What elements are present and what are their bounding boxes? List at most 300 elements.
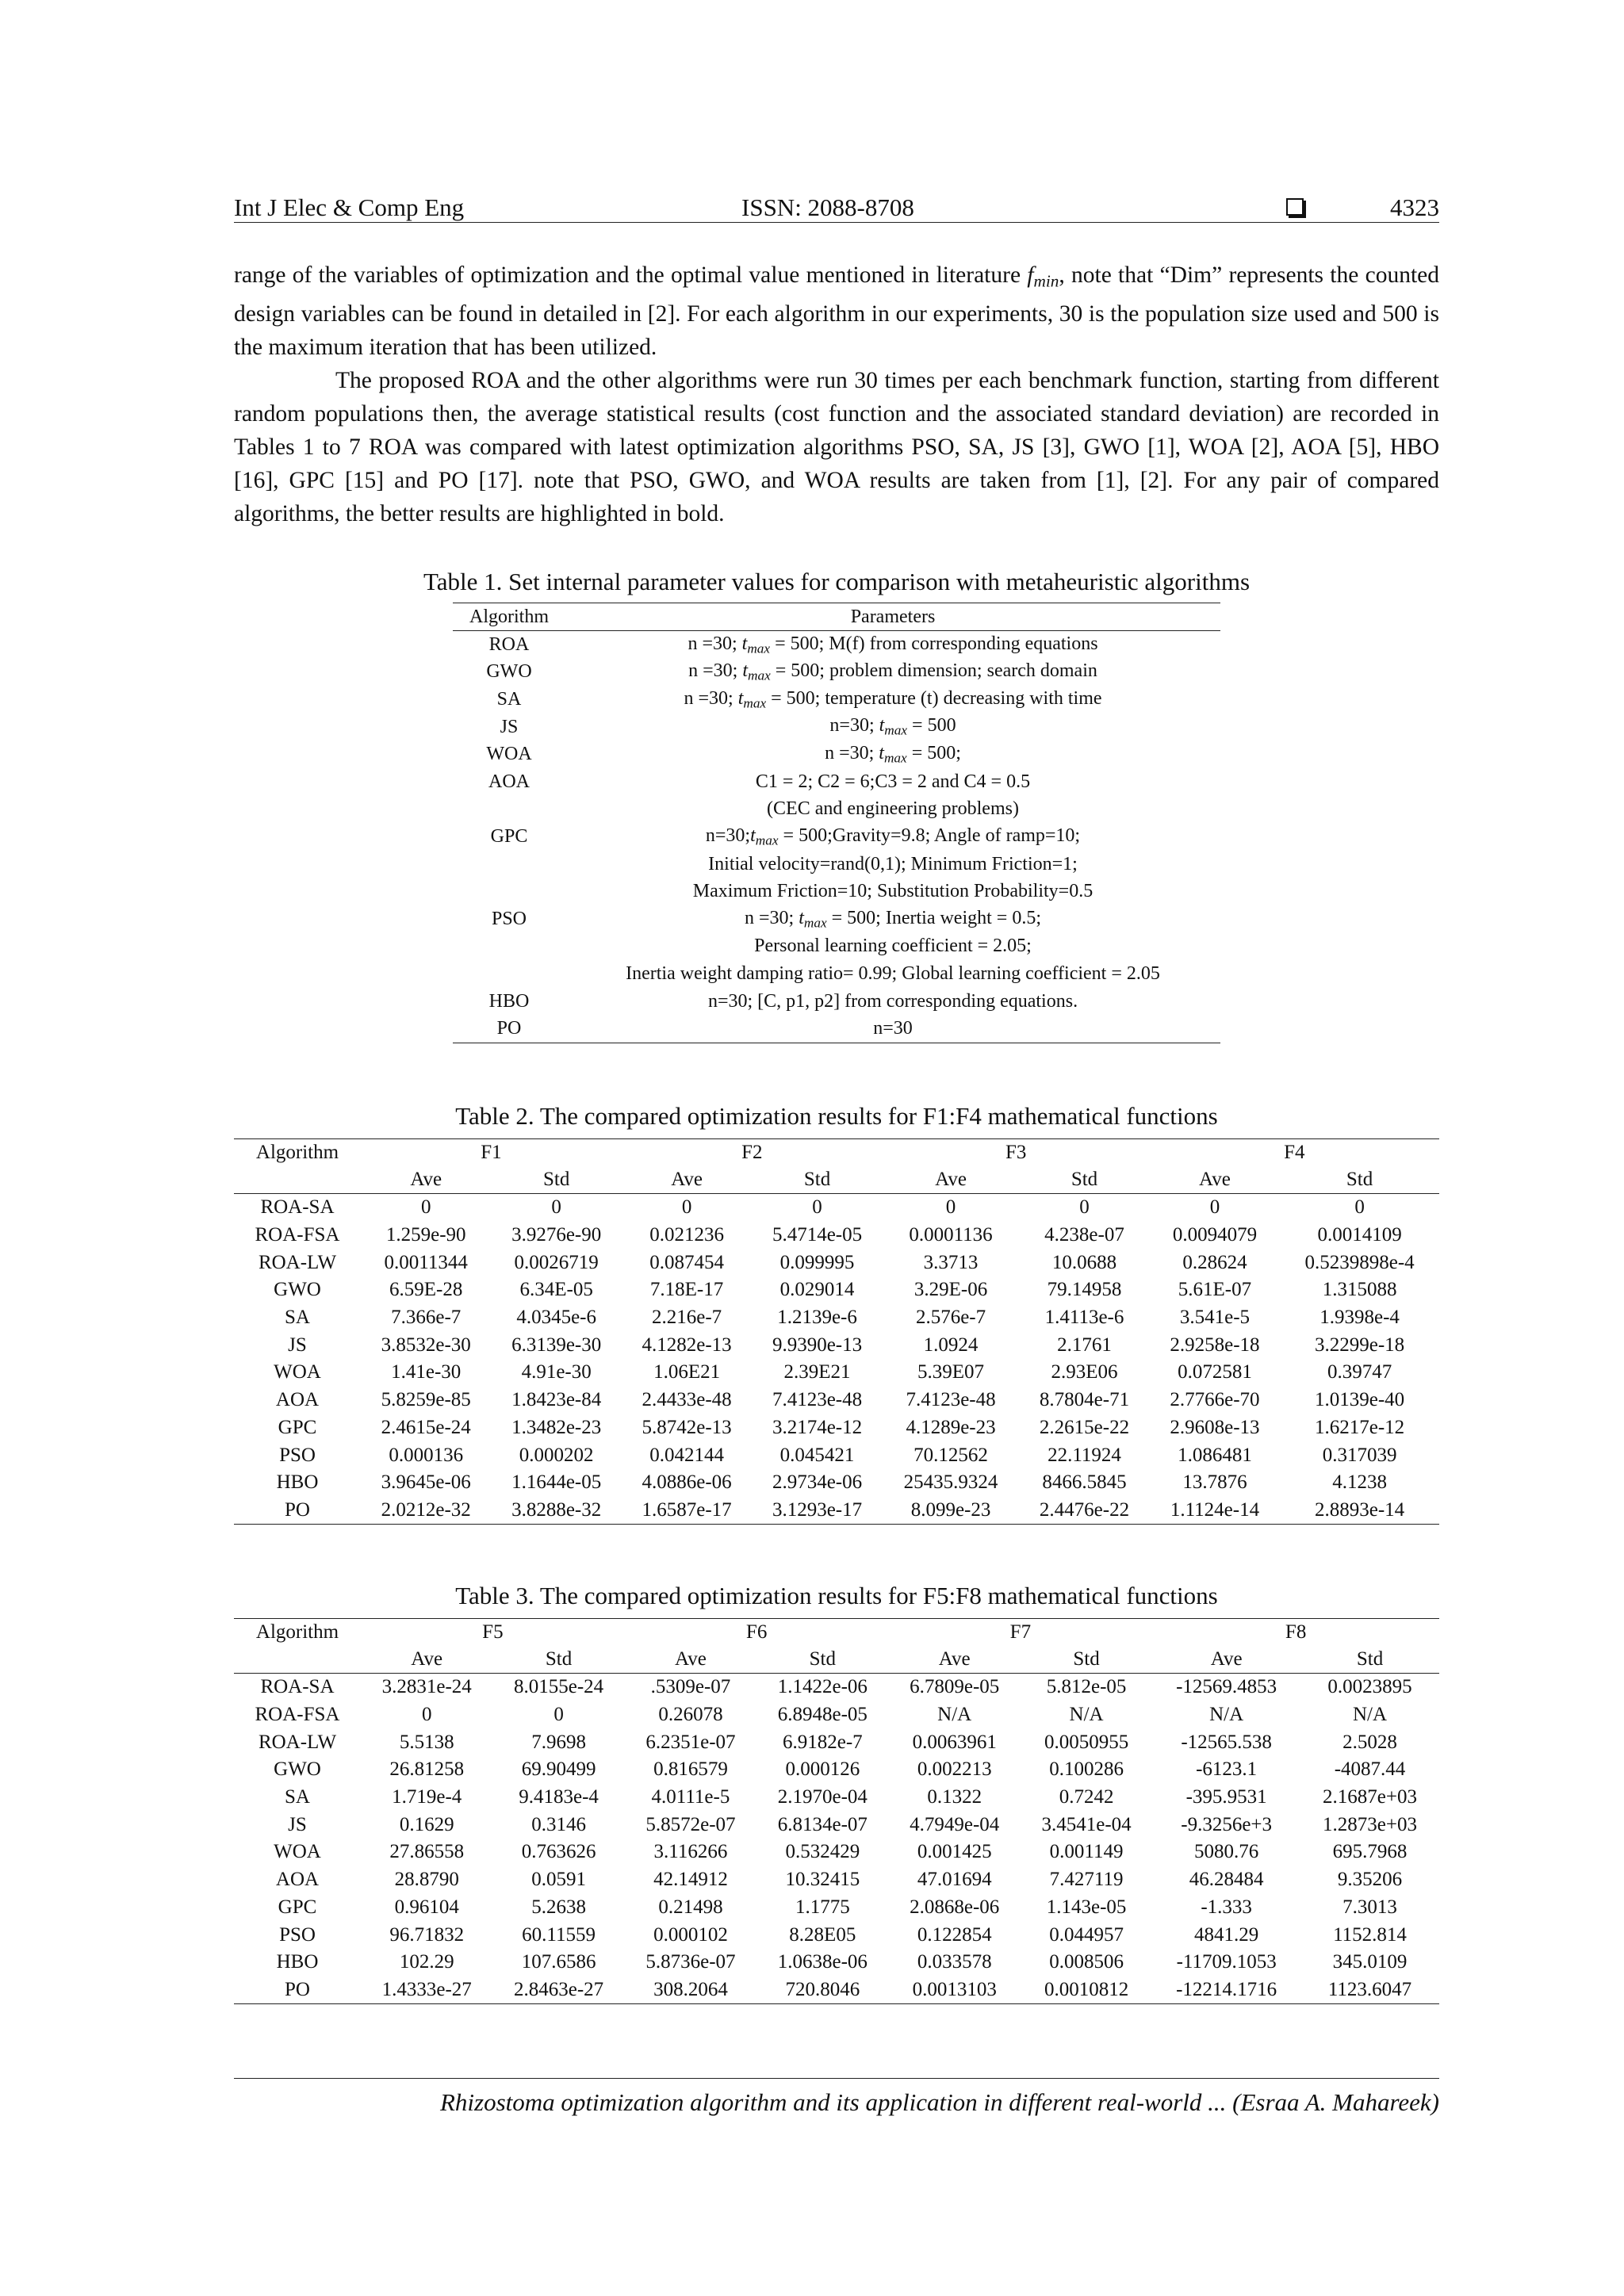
value-cell: 2.7766e-70 bbox=[1170, 1389, 1260, 1411]
algorithm-cell: SA bbox=[285, 1786, 310, 1808]
table-row bbox=[453, 905, 1220, 933]
value-cell: 8.7804e-71 bbox=[1039, 1389, 1130, 1411]
page-number: 4323 bbox=[1390, 193, 1439, 221]
value-cell: 0 bbox=[553, 1704, 564, 1726]
value-cell: 5.39E07 bbox=[917, 1361, 985, 1383]
value-cell: 0 bbox=[551, 1196, 561, 1219]
table-row bbox=[453, 740, 1220, 768]
stat-header: Ave bbox=[622, 1166, 752, 1194]
value-cell: 0 bbox=[1209, 1196, 1220, 1219]
parameter-cell: n =30; $t_{max} = 500$; problem dimension; search domain bbox=[688, 660, 1097, 683]
stat-header: Ave bbox=[625, 1646, 756, 1674]
empty-header bbox=[234, 1166, 361, 1194]
stat-header: Ave bbox=[361, 1646, 492, 1674]
parameter-cell: n =30; $t_{max} = 500$; M(f) from corresponding equations bbox=[688, 633, 1098, 656]
table-row bbox=[453, 960, 1220, 988]
value-cell: N/A bbox=[937, 1704, 972, 1726]
table-row bbox=[234, 1194, 1439, 1222]
value-cell: 0.001425 bbox=[917, 1841, 992, 1863]
algorithm-cell: PSO bbox=[491, 908, 527, 929]
table-row bbox=[453, 933, 1220, 961]
t3-function-header-row bbox=[234, 1619, 1439, 1647]
table1 bbox=[453, 603, 1220, 1043]
value-cell: 0.26078 bbox=[658, 1704, 723, 1726]
value-cell: 3.116266 bbox=[653, 1841, 728, 1863]
value-cell: 42.14912 bbox=[653, 1869, 728, 1891]
value-cell: 1.6217e-12 bbox=[1315, 1416, 1405, 1438]
value-cell: 3.3713 bbox=[923, 1251, 979, 1273]
value-cell: 27.86558 bbox=[389, 1841, 465, 1863]
function-header: F5 bbox=[361, 1619, 625, 1647]
value-cell: 4.1282e-13 bbox=[642, 1334, 732, 1356]
table-row bbox=[234, 1359, 1439, 1387]
t2-stat-header-row bbox=[234, 1166, 1439, 1194]
value-cell: 0.001149 bbox=[1049, 1841, 1124, 1863]
table-row bbox=[234, 1784, 1439, 1812]
value-cell: -12214.1716 bbox=[1152, 1976, 1300, 2004]
function-header: F3 bbox=[883, 1139, 1150, 1167]
value-cell: 8.099e-23 bbox=[883, 1497, 1020, 1525]
algorithm-cell bbox=[453, 960, 565, 988]
value-cell: 79.14958 bbox=[1047, 1279, 1122, 1301]
value-cell: 6.34E-05 bbox=[519, 1279, 593, 1301]
value-cell: 7.4123e-48 bbox=[906, 1389, 996, 1411]
value-cell: 5.8736e-07 bbox=[645, 1951, 736, 1973]
value-cell: 0.0023895 bbox=[1327, 1676, 1412, 1698]
value-cell: 0.816579 bbox=[653, 1758, 728, 1781]
stat-header: Std bbox=[1280, 1166, 1439, 1194]
value-cell: 4.1238 bbox=[1332, 1471, 1387, 1494]
table-row bbox=[453, 878, 1220, 905]
value-cell: 0.002213 bbox=[917, 1758, 992, 1781]
value-cell: N/A bbox=[1209, 1704, 1244, 1726]
algorithm-cell: ROA-LW bbox=[258, 1251, 337, 1273]
function-header: F1 bbox=[361, 1139, 622, 1167]
value-cell: 3.2299e-18 bbox=[1315, 1334, 1405, 1356]
value-cell: 345.0109 bbox=[1332, 1951, 1408, 1973]
value-cell: 0.0050955 bbox=[1044, 1731, 1129, 1753]
value-cell: 1.06E21 bbox=[653, 1361, 721, 1383]
table-row bbox=[234, 1387, 1439, 1414]
algorithm-cell: ROA bbox=[488, 633, 530, 655]
value-cell: 1.1644e-05 bbox=[511, 1471, 602, 1494]
table-row bbox=[234, 1866, 1439, 1894]
table-row bbox=[453, 659, 1220, 687]
value-cell: 2.1970e-04 bbox=[777, 1786, 868, 1808]
value-cell: 8466.5845 bbox=[1042, 1471, 1127, 1494]
table-row bbox=[234, 1441, 1439, 1469]
body-text bbox=[234, 258, 1439, 530]
value-cell: 720.8046 bbox=[756, 1976, 888, 2004]
value-cell: 0.0001136 bbox=[909, 1224, 993, 1246]
algorithm-cell: GPC bbox=[278, 1896, 317, 1918]
algorithm-cell bbox=[453, 878, 565, 905]
stat-header: Ave bbox=[1150, 1166, 1280, 1194]
value-cell: 0.033578 bbox=[917, 1951, 992, 1973]
value-cell: 1.1775 bbox=[795, 1896, 850, 1918]
value-cell: 1.315088 bbox=[1322, 1279, 1397, 1301]
math-t-max: $t_{max}$ bbox=[879, 715, 908, 738]
algorithm-cell bbox=[453, 796, 565, 824]
value-cell: 0.0063961 bbox=[912, 1731, 997, 1753]
value-cell: -12565.538 bbox=[1181, 1731, 1272, 1753]
algorithm-cell: HBO bbox=[488, 990, 530, 1012]
value-cell: -4087.44 bbox=[1334, 1758, 1406, 1781]
value-cell: 8.0155e-24 bbox=[513, 1676, 604, 1698]
math-t-max: $t_{max}$ bbox=[750, 825, 779, 848]
table-row bbox=[234, 1839, 1439, 1866]
value-cell: 69.90499 bbox=[521, 1758, 596, 1781]
algorithm-cell: GPC bbox=[490, 825, 528, 847]
parameter-cell: Personal learning coefficient = 2.05; bbox=[754, 936, 1032, 957]
value-cell: 2.4433e-48 bbox=[642, 1389, 732, 1411]
algorithm-cell: GWO bbox=[486, 661, 532, 683]
table2-caption: Table 2. The compared optimization results for F1:F4 mathematical functions bbox=[455, 1102, 1218, 1130]
value-cell: 1.4333e-27 bbox=[361, 1976, 492, 2004]
table-row bbox=[234, 1921, 1439, 1949]
value-cell: 3.9645e-06 bbox=[381, 1471, 471, 1494]
stat-header: Ave bbox=[883, 1166, 1020, 1194]
value-cell: 0.0591 bbox=[531, 1869, 586, 1891]
stat-header: Ave bbox=[361, 1166, 491, 1194]
value-cell: 0.000202 bbox=[519, 1444, 594, 1466]
value-cell: 0.1322 bbox=[927, 1786, 982, 1808]
algorithm-cell bbox=[453, 851, 565, 878]
value-cell: 0.072581 bbox=[1178, 1361, 1252, 1383]
value-cell: 0 bbox=[812, 1196, 822, 1219]
algorithm-cell: JS bbox=[288, 1334, 307, 1356]
journal-name: Int J Elec & Comp Eng bbox=[234, 193, 465, 221]
value-cell: 2.9258e-18 bbox=[1170, 1334, 1260, 1356]
function-header: F6 bbox=[625, 1619, 889, 1647]
running-header bbox=[234, 193, 1439, 223]
value-cell: 1.41e-30 bbox=[391, 1361, 462, 1383]
t2-function-header-row bbox=[234, 1139, 1439, 1167]
table-row bbox=[234, 1728, 1439, 1756]
value-cell: 7.3013 bbox=[1342, 1896, 1397, 1918]
value-cell: 1.4113e-6 bbox=[1044, 1307, 1124, 1329]
value-cell: 308.2064 bbox=[625, 1976, 756, 2004]
parameter-cell: n=30; $t_{max} = 500$ bbox=[829, 715, 956, 738]
value-cell: 0 bbox=[945, 1196, 956, 1219]
value-cell: 2.4615e-24 bbox=[381, 1416, 471, 1438]
value-cell: 0.21498 bbox=[658, 1896, 723, 1918]
value-cell: -6123.1 bbox=[1196, 1758, 1258, 1781]
value-cell: 102.29 bbox=[399, 1951, 454, 1973]
value-cell: 1.0139e-40 bbox=[1315, 1389, 1405, 1411]
value-cell: N/A bbox=[1353, 1704, 1388, 1726]
t3-stat-header-row bbox=[234, 1646, 1439, 1674]
algorithm-cell: HBO bbox=[276, 1471, 319, 1494]
value-cell: 0.0014109 bbox=[1317, 1224, 1402, 1246]
value-cell: 4.238e-07 bbox=[1044, 1224, 1124, 1246]
value-cell: 3.541e-5 bbox=[1179, 1307, 1251, 1329]
value-cell: 0.317039 bbox=[1322, 1444, 1397, 1466]
value-cell: 2.0212e-32 bbox=[361, 1497, 491, 1525]
value-cell: 60.11559 bbox=[522, 1923, 596, 1946]
value-cell: 0.0013103 bbox=[889, 1976, 1021, 2004]
table1-header-cell: Algorithm bbox=[453, 603, 565, 631]
value-cell: 2.2615e-22 bbox=[1039, 1416, 1130, 1438]
table-row bbox=[453, 796, 1220, 824]
table-row bbox=[234, 1469, 1439, 1497]
value-cell: 5.812e-05 bbox=[1046, 1676, 1127, 1698]
algorithm-cell: ROA-LW bbox=[258, 1731, 337, 1753]
value-cell: 0.100286 bbox=[1049, 1758, 1124, 1781]
value-cell: 6.8134e-07 bbox=[777, 1813, 868, 1835]
stat-header: Std bbox=[491, 1166, 621, 1194]
table-row bbox=[234, 1976, 1439, 2004]
value-cell: 1.719e-4 bbox=[392, 1786, 462, 1808]
math-t-max: $t_{max}$ bbox=[741, 633, 771, 656]
table2 bbox=[234, 1138, 1439, 1525]
table-row bbox=[234, 1701, 1439, 1729]
value-cell: 2.9734e-06 bbox=[772, 1471, 863, 1494]
algorithm-cell: GWO bbox=[274, 1279, 321, 1301]
value-cell: 0.0094079 bbox=[1172, 1224, 1258, 1246]
algorithm-cell: SA bbox=[496, 688, 522, 710]
table-row bbox=[234, 1222, 1439, 1249]
running-footer: Rhizostoma optimization algorithm and its application in different real-world ... (Esraa A. Mahareek) bbox=[439, 2088, 1439, 2116]
algorithm-cell: PSO bbox=[279, 1923, 316, 1946]
value-cell: 0 bbox=[681, 1196, 692, 1219]
algorithm-cell: JS bbox=[288, 1813, 307, 1835]
value-cell: 1.259e-90 bbox=[385, 1224, 466, 1246]
value-cell: 0 bbox=[420, 1196, 431, 1219]
table-row bbox=[234, 1331, 1439, 1359]
value-cell: 5.8259e-85 bbox=[381, 1389, 471, 1411]
table-row bbox=[234, 1949, 1439, 1976]
value-cell: 0.0011344 bbox=[384, 1251, 468, 1273]
value-cell: 3.1293e-17 bbox=[752, 1497, 882, 1525]
value-cell: 2.4476e-22 bbox=[1019, 1497, 1149, 1525]
value-cell: 28.8790 bbox=[394, 1869, 459, 1891]
value-cell: 13.7876 bbox=[1182, 1471, 1247, 1494]
value-cell: 1.0638e-06 bbox=[777, 1951, 868, 1973]
value-cell: 6.2351e-07 bbox=[645, 1731, 736, 1753]
value-cell: 4.0111e-5 bbox=[651, 1786, 730, 1808]
value-cell: 3.2831e-24 bbox=[381, 1676, 472, 1698]
parameter-cell: n =30; $t_{max} = 500$; Inertia weight = 0.5; bbox=[745, 907, 1041, 930]
table-row bbox=[453, 768, 1220, 796]
value-cell: 0.045421 bbox=[779, 1444, 855, 1466]
value-cell: 6.3139e-30 bbox=[511, 1334, 602, 1356]
value-cell: 0.044957 bbox=[1049, 1923, 1124, 1946]
value-cell: 2.8893e-14 bbox=[1280, 1497, 1439, 1525]
value-cell: 0.029014 bbox=[779, 1279, 855, 1301]
value-cell: 0.099995 bbox=[779, 1251, 855, 1273]
value-cell: 0 bbox=[1079, 1196, 1090, 1219]
value-cell: 7.4123e-48 bbox=[772, 1389, 863, 1411]
value-cell: 0.021236 bbox=[649, 1224, 724, 1246]
value-cell: 0.7242 bbox=[1059, 1786, 1114, 1808]
value-cell: 0.0026719 bbox=[514, 1251, 599, 1273]
value-cell: 2.9608e-13 bbox=[1170, 1416, 1260, 1438]
algorithm-cell: PO bbox=[234, 1976, 361, 2004]
value-cell: 1.3482e-23 bbox=[511, 1416, 602, 1438]
stat-header: Ave bbox=[1152, 1646, 1300, 1674]
value-cell: 9.4183e-4 bbox=[519, 1786, 599, 1808]
value-cell: 107.6586 bbox=[521, 1951, 596, 1973]
value-cell: 0.122854 bbox=[917, 1923, 992, 1946]
algorithm-cell: WOA bbox=[274, 1841, 321, 1863]
value-cell: 6.8948e-05 bbox=[777, 1704, 868, 1726]
table-row bbox=[234, 1756, 1439, 1784]
value-cell: 3.8532e-30 bbox=[381, 1334, 471, 1356]
value-cell: 7.18E-17 bbox=[649, 1279, 724, 1301]
algorithm-header: Algorithm bbox=[234, 1139, 361, 1167]
math-t-max: $t_{max}$ bbox=[737, 687, 767, 711]
value-cell: 0.000102 bbox=[653, 1923, 728, 1946]
value-cell: 4.91e-30 bbox=[521, 1361, 592, 1383]
parameter-cell: Initial velocity=rand(0,1); Minimum Friction=1; bbox=[708, 853, 1078, 874]
table1-caption: Table 1. Set internal parameter values for comparison with metaheuristic algorithms bbox=[423, 568, 1251, 595]
value-cell: 10.0688 bbox=[1051, 1251, 1117, 1273]
value-cell: 2.5028 bbox=[1342, 1731, 1397, 1753]
value-cell: 695.7968 bbox=[1332, 1841, 1408, 1863]
value-cell: 1.1124e-14 bbox=[1150, 1497, 1280, 1525]
value-cell: 0.28624 bbox=[1182, 1251, 1247, 1273]
value-cell: 7.427119 bbox=[1049, 1869, 1124, 1891]
paragraph-1: range of the variables of optimization and the optimal value mentioned in literature $f_{min}$, note that “Dim” represents the counted design variables can be found in detailed in [2]. For each algorithm in our experiments, 30 is the population size used and 500 is the maximum iteration that has been utilized. bbox=[234, 262, 1439, 361]
value-cell: 26.81258 bbox=[389, 1758, 465, 1781]
value-cell: 2.8463e-27 bbox=[492, 1976, 624, 2004]
value-cell: 5.2638 bbox=[531, 1896, 586, 1918]
value-cell: 4.0886e-06 bbox=[642, 1471, 732, 1494]
algorithm-cell bbox=[453, 933, 565, 961]
algorithm-cell: ROA-FSA bbox=[255, 1704, 340, 1726]
value-cell: 2.39E21 bbox=[783, 1361, 851, 1383]
algorithm-cell: AOA bbox=[488, 771, 530, 792]
value-cell: -11709.1053 bbox=[1176, 1951, 1277, 1973]
function-header: F2 bbox=[622, 1139, 883, 1167]
value-cell: 2.93E06 bbox=[1051, 1361, 1118, 1383]
table-row bbox=[234, 1674, 1439, 1701]
value-cell: 3.29E-06 bbox=[914, 1279, 988, 1301]
value-cell: 5.8742e-13 bbox=[642, 1416, 732, 1438]
parameter-cell: Inertia weight damping ratio= 0.99; Global learning coefficient = 2.05 bbox=[626, 962, 1160, 984]
value-cell: 6.9182e-7 bbox=[782, 1731, 863, 1753]
value-cell: 3.9276e-90 bbox=[511, 1224, 602, 1246]
value-cell: 0.1629 bbox=[399, 1813, 454, 1835]
value-cell: -1.333 bbox=[1201, 1896, 1252, 1918]
value-cell: 7.366e-7 bbox=[391, 1307, 462, 1329]
value-cell: 2.1761 bbox=[1057, 1334, 1112, 1356]
parameter-cell: n =30; $t_{max} = 500$; temperature (t) decreasing with time bbox=[684, 687, 1102, 711]
table1-header-cell: Parameters bbox=[565, 603, 1220, 631]
algorithm-header: Algorithm bbox=[234, 1619, 361, 1647]
algorithm-cell: WOA bbox=[486, 744, 532, 765]
table-row bbox=[234, 1497, 1439, 1525]
value-cell: -9.3256e+3 bbox=[1181, 1813, 1273, 1835]
value-cell: 5080.76 bbox=[1194, 1841, 1259, 1863]
table-row bbox=[234, 1304, 1439, 1332]
value-cell: 7.9698 bbox=[531, 1731, 586, 1753]
parameter-cell: C1 = 2; C2 = 6;C3 = 2 and C4 = 0.5 bbox=[755, 771, 1031, 792]
table-row bbox=[453, 1015, 1220, 1043]
value-cell: 0.000136 bbox=[389, 1444, 464, 1466]
table-row bbox=[234, 1894, 1439, 1922]
algorithm-cell: SA bbox=[285, 1307, 310, 1329]
value-cell: 0.3146 bbox=[531, 1813, 586, 1835]
value-cell: 1.143e-05 bbox=[1046, 1896, 1127, 1918]
value-cell: 4.0345e-6 bbox=[516, 1307, 596, 1329]
value-cell: 0.96104 bbox=[394, 1896, 459, 1918]
value-cell: 9.35206 bbox=[1337, 1869, 1403, 1891]
value-cell: 5.8572e-07 bbox=[645, 1813, 736, 1835]
stat-header: Std bbox=[492, 1646, 624, 1674]
value-cell: 2.576e-7 bbox=[915, 1307, 986, 1329]
algorithm-cell: AOA bbox=[275, 1389, 320, 1411]
stat-header: Std bbox=[752, 1166, 882, 1194]
value-cell: 0.000126 bbox=[785, 1758, 860, 1781]
stat-header: Std bbox=[1019, 1166, 1149, 1194]
value-cell: 96.71832 bbox=[389, 1923, 465, 1946]
value-cell: 6.7809e-05 bbox=[910, 1676, 1000, 1698]
algorithm-cell: WOA bbox=[274, 1361, 321, 1383]
algorithm-cell: GPC bbox=[278, 1416, 317, 1438]
value-cell: 4841.29 bbox=[1194, 1923, 1259, 1946]
value-cell: -395.9531 bbox=[1185, 1786, 1267, 1808]
value-cell: N/A bbox=[1069, 1704, 1104, 1726]
algorithm-cell: AOA bbox=[275, 1869, 320, 1891]
value-cell: -12569.4853 bbox=[1176, 1676, 1277, 1698]
parameter-cell: n =30; $t_{max} = 500$; bbox=[825, 743, 961, 766]
footer-rule bbox=[234, 2078, 1439, 2079]
algorithm-cell: PO bbox=[234, 1497, 361, 1525]
value-cell: 4.1289e-23 bbox=[906, 1416, 996, 1438]
value-cell: 5.4714e-05 bbox=[772, 1224, 863, 1246]
algorithm-cell: GWO bbox=[274, 1758, 321, 1781]
parameter-cell: n=30 bbox=[565, 1015, 1220, 1043]
algorithm-cell: ROA-SA bbox=[260, 1676, 335, 1698]
value-cell: 47.01694 bbox=[917, 1869, 992, 1891]
value-cell: 0 bbox=[421, 1704, 432, 1726]
table3 bbox=[234, 1618, 1439, 2004]
value-cell: 1.1422e-06 bbox=[777, 1676, 868, 1698]
value-cell: 1.6587e-17 bbox=[622, 1497, 752, 1525]
math-f-min: $f_{min}$ bbox=[1027, 262, 1059, 291]
value-cell: 9.9390e-13 bbox=[772, 1334, 863, 1356]
value-cell: 0.39747 bbox=[1327, 1361, 1392, 1383]
parameter-cell: (CEC and engineering problems) bbox=[767, 798, 1019, 820]
table-row bbox=[234, 1249, 1439, 1276]
issn: ISSN: 2088-8708 bbox=[741, 193, 914, 221]
value-cell: 1123.6047 bbox=[1300, 1976, 1439, 2004]
value-cell: 0 bbox=[1354, 1196, 1365, 1219]
value-cell: 6.59E-28 bbox=[389, 1279, 463, 1301]
table-row bbox=[234, 1414, 1439, 1442]
value-cell: 1.8423e-84 bbox=[511, 1389, 602, 1411]
value-cell: 10.32415 bbox=[785, 1869, 860, 1891]
value-cell: 0.042144 bbox=[649, 1444, 724, 1466]
value-cell: .5309e-07 bbox=[650, 1676, 731, 1698]
value-cell: 0.087454 bbox=[649, 1251, 724, 1273]
value-cell: 70.12562 bbox=[914, 1444, 988, 1466]
value-cell: 1152.814 bbox=[1333, 1923, 1407, 1946]
value-cell: 1.9398e-4 bbox=[1320, 1307, 1400, 1329]
algorithm-cell: PSO bbox=[279, 1444, 316, 1466]
math-t-max: $t_{max}$ bbox=[742, 660, 771, 683]
table-row bbox=[453, 631, 1220, 659]
algorithm-cell: ROA-FSA bbox=[255, 1224, 340, 1246]
parameter-cell: n=30; [C, p1, p2] from corresponding equations. bbox=[707, 990, 1078, 1012]
value-cell: 2.216e-7 bbox=[652, 1307, 722, 1329]
stat-header: Std bbox=[1300, 1646, 1439, 1674]
stat-header: Ave bbox=[889, 1646, 1021, 1674]
algorithm-cell: PO bbox=[453, 1015, 565, 1043]
value-cell: 0.008506 bbox=[1049, 1951, 1124, 1973]
